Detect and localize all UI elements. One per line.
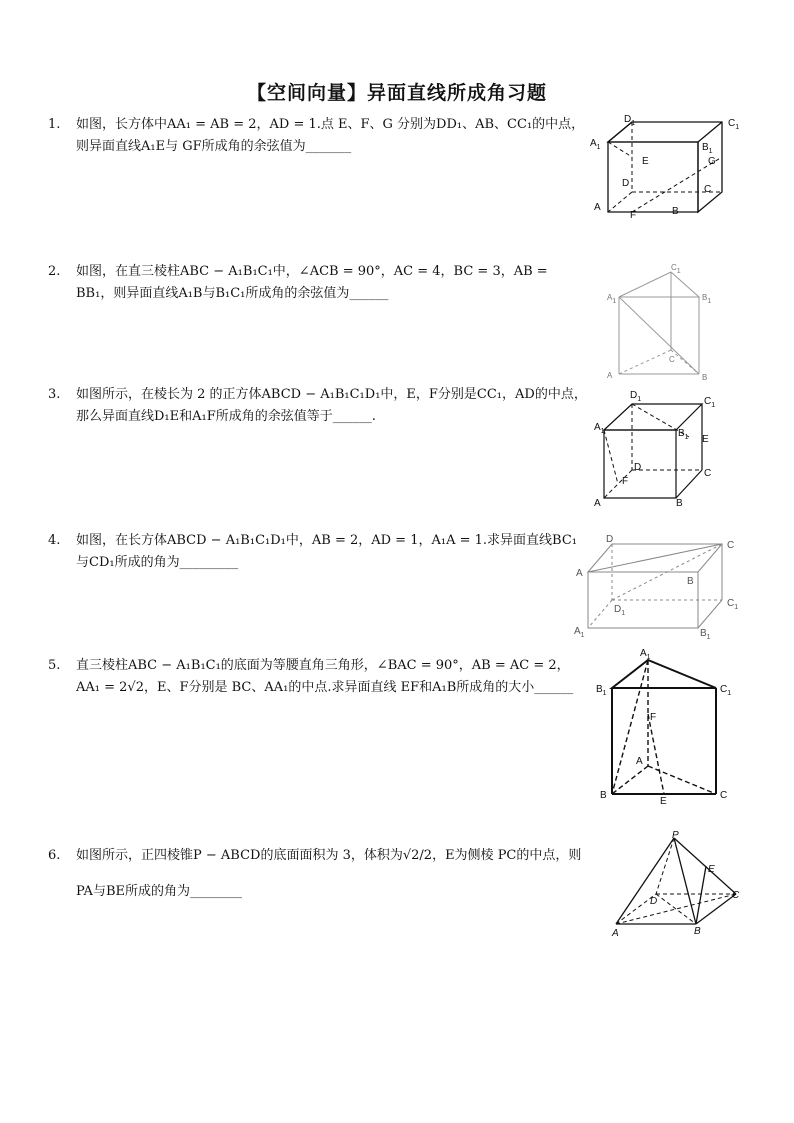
question-5: [48, 655, 588, 699]
question-2: [48, 261, 588, 305]
label-B1: $B_1$: [700, 628, 711, 641]
figure-6-pyramid: [604, 828, 749, 940]
label-A: A: [612, 928, 619, 939]
label-A: A: [636, 756, 643, 767]
question-text: 如图所示，正四棱锥P − ABCD的底面面积为 3，体积为√2/2，E为侧棱 PC的中点，则PA与BE所成的角为________: [76, 848, 582, 899]
label-G: G: [708, 156, 716, 167]
question-6: [48, 838, 588, 910]
label-A: A: [594, 498, 601, 509]
subscript-one: 1: [711, 402, 716, 409]
label-B1: $B_1$: [678, 428, 689, 441]
label-B: B: [702, 373, 708, 382]
label-B1: B1: [702, 293, 712, 305]
label-A: A: [594, 202, 601, 213]
question-1: [48, 114, 588, 158]
label-C1: $C_1$: [728, 118, 740, 131]
label-C: C: [720, 790, 728, 801]
label-C1: $C_1$: [720, 684, 732, 697]
label-C1: C1: [671, 263, 681, 275]
question-text: 如图，在长方体ABCD − A₁B₁C₁D₁中，AB = 2，AD = 1，A₁A = 1.求异面直线BC₁与CD₁所成的角为_________: [76, 533, 577, 570]
label-B: B: [672, 206, 679, 217]
label-C1: $C_1$: [727, 598, 739, 611]
subscript-one: 1: [708, 148, 713, 155]
label-D: D: [634, 462, 642, 473]
label-B: B: [687, 576, 694, 587]
subscript-one: 1: [727, 690, 732, 697]
label-A1: $A_1$: [590, 138, 601, 151]
subscript-one: 1: [596, 144, 601, 151]
subscript-one: 1: [631, 120, 636, 127]
subscript-one: 1: [637, 396, 642, 403]
label-B: B: [694, 926, 701, 937]
label-A: A: [607, 371, 613, 380]
question-number: 6.: [48, 848, 61, 863]
question-text: 如图，在直三棱柱ABC − A₁B₁C₁中，∠ACB = 90°，AC = 4，BC = 3，AB = BB₁，则异面直线A₁B与B₁C₁所成角的余弦值为______: [76, 264, 548, 301]
question-3: [48, 384, 588, 428]
label-D: D: [622, 178, 630, 189]
label-B1: $B_1$: [596, 684, 607, 697]
question-text: 如图，长方体中AA₁ = AB = 2，AD = 1.点 E、F、G 分别为DD₁、AB、CC₁的中点， 则异面直线A₁E与 GF所成角的余弦值为_______: [76, 117, 585, 154]
label-D: D: [606, 534, 614, 545]
label-E: E: [708, 864, 715, 875]
label-A: A: [576, 568, 583, 579]
label-B: B: [600, 790, 607, 801]
subscript-one: 1: [707, 298, 712, 305]
label-A1: A1: [607, 293, 617, 305]
question-number: 3.: [48, 387, 61, 402]
label-D1: $D_1$: [630, 390, 642, 403]
label-C: C: [727, 540, 735, 551]
label-A1: $A_1$: [594, 422, 605, 435]
label-E: E: [702, 434, 709, 445]
label-C1: $C_1$: [704, 396, 716, 409]
label-F: F: [630, 210, 637, 221]
label-D: D: [650, 896, 658, 907]
label-A1: $A_1$: [574, 626, 585, 639]
question-number: 5.: [48, 658, 61, 673]
label-C: C: [669, 355, 675, 364]
question-number: 4.: [48, 533, 61, 548]
label-A1: $A_1$: [640, 648, 651, 661]
subscript-one: 1: [600, 428, 605, 435]
label-E: E: [642, 156, 649, 167]
subscript-one: 1: [734, 604, 739, 611]
figure-3-cube: [592, 386, 727, 511]
label-P: P: [672, 830, 679, 841]
figure-5-right-prism: [596, 646, 746, 806]
label-C: C: [704, 184, 712, 195]
question-text: 如图所示，在棱长为 2 的正方体ABCD − A₁B₁C₁D₁中，E，F分别是CC₁，AD的中点，那么异面直线D₁E和A₁F所成角的余弦值等于______.: [76, 387, 587, 424]
figure-2-prism: [605, 262, 715, 382]
label-F: F: [650, 712, 657, 723]
subscript-one: 1: [676, 268, 681, 275]
question-number: 2.: [48, 264, 61, 279]
question-4: [48, 530, 588, 574]
label-E: E: [660, 796, 667, 807]
subscript-one: 1: [735, 124, 740, 131]
subscript-one: 1: [684, 434, 689, 441]
label-C: C: [704, 468, 712, 479]
label-B1: $B_1$: [702, 142, 713, 155]
label-D1: $D_1$: [614, 604, 626, 617]
subscript-one: 1: [580, 632, 585, 639]
figure-4-cuboid: [572, 534, 747, 639]
subscript-one: 1: [621, 610, 626, 617]
subscript-one: 1: [612, 298, 617, 305]
question-text: 直三棱柱ABC − A₁B₁C₁的底面为等腰直角三角形，∠BAC = 90°，AB = AC = 2，AA₁ = 2√2，E、F分别是 BC、AA₁的中点.求异面直线 EF和A₁B所成角的大小______: [76, 658, 574, 695]
figure-1-cuboid: [590, 112, 740, 222]
label-B: B: [676, 498, 683, 509]
label-D1: $D_1$: [624, 114, 636, 127]
subscript-one: 1: [706, 634, 711, 641]
question-number: 1.: [48, 117, 61, 132]
page-title: 【空间向量】异面直线所成角习题: [246, 82, 547, 104]
label-C: C: [732, 890, 740, 901]
subscript-one: 1: [646, 654, 651, 661]
label-F: F: [622, 476, 629, 487]
subscript-one: 1: [602, 690, 607, 697]
